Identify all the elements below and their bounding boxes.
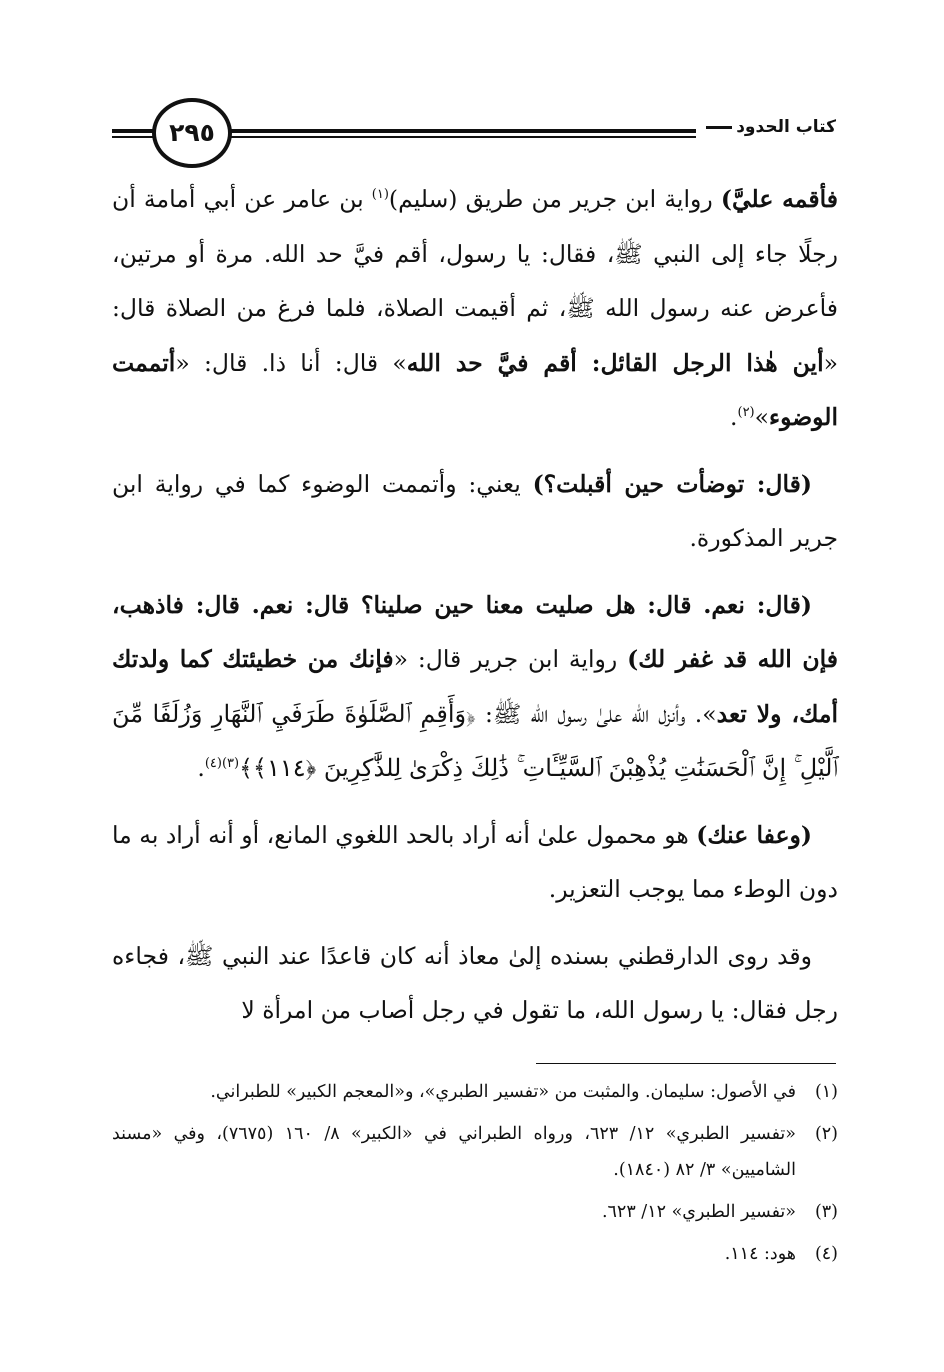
text-run: » قال: أنا ذا. قال: « bbox=[175, 348, 407, 377]
footnote-marker: (٢) bbox=[737, 405, 755, 421]
bold-text: (قال: نعم. قال: هل صليت معنا حين صلينا؟ قال: نعم. قال: فاذهب، فإن الله قد غفر لك) bbox=[112, 590, 839, 673]
page-header bbox=[112, 98, 836, 168]
footnote-text: في الأصول: سليمان. والمثبت من «تفسير الطبري»، و«المعجم الكبير» للطبراني. bbox=[210, 1082, 796, 1102]
paragraph-4 bbox=[112, 808, 838, 917]
bold-text: فإنك من خطيئتك كما ولدتك أمك، ولا تعد bbox=[112, 645, 838, 728]
main-text bbox=[112, 172, 838, 1050]
text-run: يعني: وأتممت الوضوء كما في رواية ابن جرير المذكورة. bbox=[112, 469, 838, 552]
text-run: ﴾ bbox=[239, 754, 253, 782]
footnote-text: «تفسير الطبري» ١٢/ ٦٢٣، ورواه الطبراني في «الكبير» ٨/ ١٦٠ (٧٦٧٥)، وفي «مسند الشاميين» ٣/ ٨٢ (١٨٤٠). bbox=[112, 1124, 797, 1180]
text-run: بن عامر عن أبي أمامة أن رجلًا جاء إلى النبي ﷺ، فقال: يا رسول، أقم فيَّ حد الله. مرة أو مرتين، فأعرض عنه رسول الله ﷺ، ثم أقيمت الصلاة، فلما فرغ من الصلاة قال: « bbox=[112, 185, 838, 377]
page-number-badge: ٢٩٥ bbox=[152, 98, 232, 168]
text-run: . bbox=[197, 754, 205, 782]
text-run: رواية ابن جرير قال: « bbox=[393, 645, 628, 673]
bold-text: فأقمه عليَّ) bbox=[720, 185, 838, 213]
text-run: هو محمول علىٰ أنه أراد بالحد اللغوي المانع، أو أنه أراد به ما دون الوطء مما يوجب التعزير. bbox=[112, 820, 838, 903]
running-title: كتاب الحدود bbox=[696, 116, 836, 138]
footnote-2 bbox=[112, 1116, 838, 1188]
bold-text: أين هٰذا الرجل القائل: أقم فيَّ حد الله bbox=[406, 348, 824, 377]
quran-verse: وَأَقِمِ ٱلصَّلَوٰةَ طَرَفَيِ ٱلنَّهَارِ وَزُلَفًا مِّنَ ٱلَّيْلِ ۚ إِنَّ ٱلْحَسَنَٰتِ يُذْهِبْنَ ٱلسَّيِّـَٔاتِ ۚ ذَٰلِكَ ذِكْرَىٰ لِلذَّٰكِرِينَ ﴿١١٤﴾ bbox=[112, 699, 838, 782]
text-run: ». وأنزل الله علىٰ رسول الله ﷺ: ﴿ bbox=[466, 699, 717, 728]
footnote-marker: (٣)(٤) bbox=[204, 756, 240, 772]
footnote-number: (٢) bbox=[814, 1124, 838, 1144]
text-run: رواية ابن جرير من طريق (سليم) bbox=[388, 185, 721, 213]
text-run: . bbox=[730, 403, 738, 431]
paragraph-1 bbox=[112, 172, 838, 445]
text-run: » bbox=[754, 403, 770, 431]
footnote-text: هود: ١١٤. bbox=[724, 1244, 796, 1264]
footnote-marker: (١) bbox=[371, 187, 389, 203]
footnote-1 bbox=[112, 1074, 838, 1110]
footnotes bbox=[112, 1074, 838, 1278]
bold-text: (وعفا عنك) bbox=[696, 820, 812, 849]
paragraph-2 bbox=[112, 457, 838, 566]
text-run: وقد روى الدارقطني بسنده إلىٰ معاذ أنه كان قاعدًا عند النبي ﷺ، فجاءه رجل فقال: يا رسول الله، ما تقول في رجل أصاب من امرأة لا bbox=[112, 941, 838, 1024]
bold-text: (قال: توضأت حين أقبلت؟) bbox=[532, 469, 812, 498]
footnote-separator bbox=[536, 1063, 836, 1064]
footnote-number: (١) bbox=[814, 1082, 838, 1102]
paragraph-5 bbox=[112, 929, 838, 1038]
paragraph-3 bbox=[112, 578, 838, 796]
footnote-3 bbox=[112, 1194, 838, 1230]
footnote-text: «تفسير الطبري» ١٢/ ٦٢٣. bbox=[601, 1202, 796, 1222]
footnote-number: (٤) bbox=[814, 1244, 838, 1264]
bold-text: أتممت الوضوء bbox=[112, 348, 838, 431]
footnote-number: (٣) bbox=[814, 1202, 838, 1222]
footnote-4 bbox=[112, 1236, 838, 1272]
